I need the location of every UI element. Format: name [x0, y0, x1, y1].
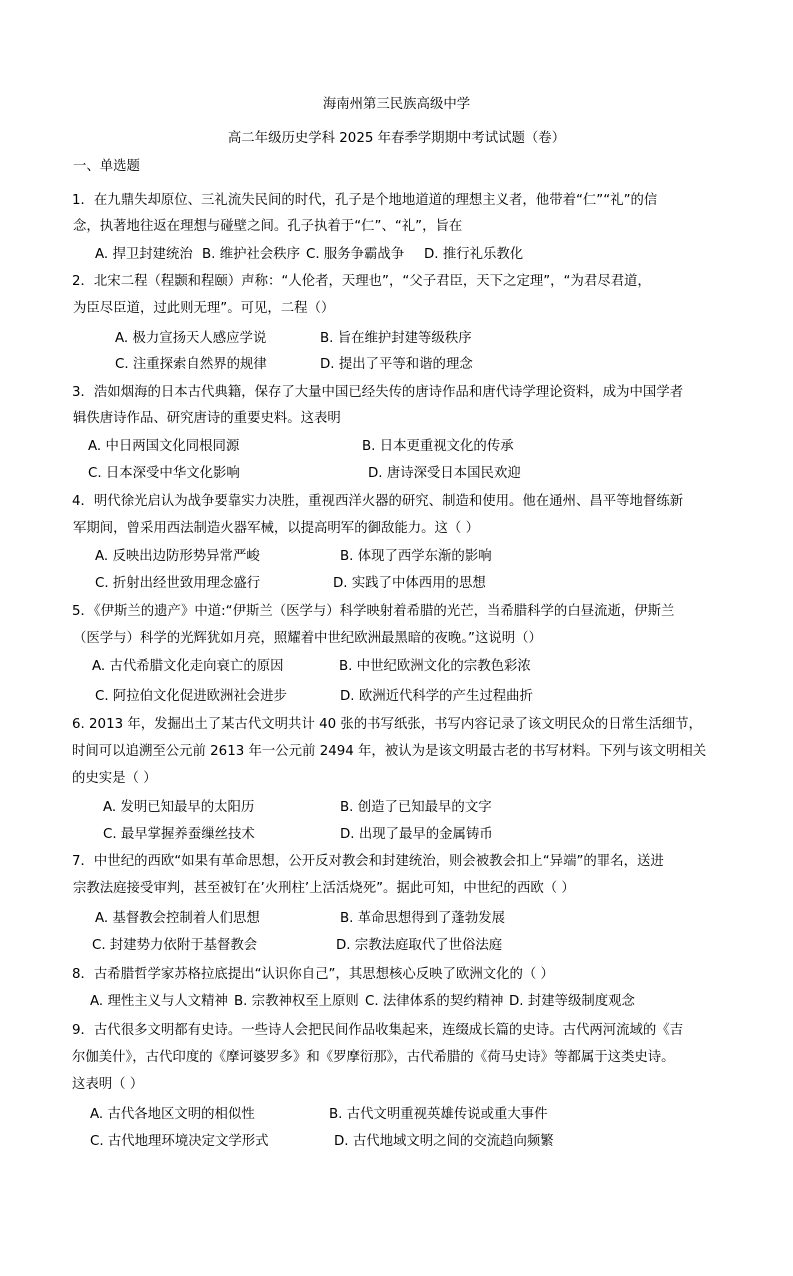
section-heading: 一、单选题 [73, 159, 140, 174]
option-b: B. 中世纪欧洲文化的宗教色彩浓 [339, 659, 531, 674]
question-text-line: 尔伽美什》，古代印度的《摩诃婆罗多》和《罗摩衍那》，古代希腊的《荷马史诗》等都属于这类史诗。 [72, 1050, 675, 1065]
option-b: B. 宗教神权至上原则 [234, 994, 359, 1009]
option-b: B. 体现了西学东渐的影响 [340, 549, 492, 564]
question-text-line: 辑佚唐诗作品、研究唐诗的重要史料。这表明 [73, 411, 341, 426]
question-text-line: 4．明代徐光启认为战争要靠实力决胜，重视西洋火器的研究、制造和使用。他在通州、昌平等地督练新 [72, 494, 684, 509]
option-d: D. 古代地域文明之间的交流趋向频繁 [334, 1134, 554, 1149]
question-text-line: 时间可以追溯至公元前 2613 年一公元前 2494 年，被认为是该文明最古老的书写材料。下列与该文明相关 [72, 744, 707, 759]
question-text-line: 5．《伊斯兰的遗产》中道:“伊斯兰（医学与）科学映射着希腊的光芒，当希腊科学的白昼流逝，伊斯兰 [72, 604, 675, 619]
question-text-line: 8．古希腊哲学家苏格拉底提出“认识你自己”，其思想核心反映了欧洲文化的（ ） [72, 967, 554, 982]
option-c: C. 古代地理环境决定文学形式 [90, 1134, 269, 1149]
question-text-line: 6. 2013 年，发掘出土了某古代文明共计 40 张的书写纸张，书写内容记录了该文明民众的日常生活细节， [72, 717, 702, 732]
option-a: A. 发明已知最早的太阳历 [103, 800, 255, 815]
question-text-line: （医学与）科学的光辉犹如月亮，照耀着中世纪欧洲最黑暗的夜晚。”这说明（） [73, 631, 542, 646]
option-d: D. 出现了最早的金属铸币 [340, 827, 493, 842]
option-c: C. 法律体系的契约精神 [365, 994, 504, 1009]
school-name: 海南州第三民族高级中学 [322, 97, 471, 112]
option-d: D. 推行礼乐教化 [424, 247, 524, 262]
question-text-line: 的史实是（ ） [72, 771, 157, 786]
option-a: A. 极力宣扬天人感应学说 [115, 331, 267, 346]
exam-title: 高二年级历史学科 2025 年春季学期期中考试试题（卷） [227, 131, 566, 146]
option-d: D. 宗教法庭取代了世俗法庭 [336, 938, 503, 953]
option-c: C. 注重探索自然界的规律 [115, 357, 267, 372]
question-text-line: 2．北宋二程（程颢和程颐）声称：“人伦者，天理也”，“父子君臣，天下之定理”，“为君尽君道， [72, 274, 651, 289]
option-c: C. 最早掌握养蚕缫丝技术 [103, 827, 255, 842]
option-b: B. 旨在维护封建等级秩序 [320, 331, 472, 346]
option-b: B. 日本更重视文化的传承 [362, 439, 514, 454]
option-d: D. 实践了中体西用的思想 [333, 576, 486, 591]
option-a: A. 古代各地区文明的相似性 [90, 1107, 255, 1122]
option-d: D. 欧洲近代科学的产生过程曲折 [340, 689, 533, 704]
option-c: C. 日本深受中华文化影响 [88, 466, 240, 481]
option-a: A. 捍卫封建统治 [95, 247, 193, 262]
option-c: C. 阿拉伯文化促进欧洲社会进步 [95, 689, 287, 704]
option-a: A. 理性主义与人文精神 [90, 994, 228, 1009]
question-text-line: 9．古代很多文明都有史诗。一些诗人会把民间作品收集起来，连缀成长篇的史诗。古代两河流域的《吉 [72, 1023, 684, 1038]
option-a: A. 反映出边防形势异常严峻 [95, 549, 260, 564]
question-text-line: 7．中世纪的西欧“如果有革命思想，公开反对教会和封建统治，则会被教会扣上“异端”的罪名，送进 [72, 854, 664, 869]
option-b: B. 古代文明重视英雄传说或重大事件 [329, 1107, 548, 1122]
question-text-line: 为臣尽臣道，过此则无理”。可见，二程（） [73, 301, 335, 316]
question-text-line: 3．浩如烟海的日本古代典籍，保存了大量中国已经失传的唐诗作品和唐代诗学理论资料，成为中国学者 [72, 385, 684, 400]
option-c: C. 服务争霸战争 [306, 247, 405, 262]
option-c: C. 折射出经世致用理念盛行 [95, 576, 261, 591]
option-c: C. 封建势力依附于基督教会 [92, 938, 258, 953]
option-b: B. 革命思想得到了蓬勃发展 [340, 911, 505, 926]
option-b: B. 创造了已知最早的文字 [340, 800, 492, 815]
option-a: A. 基督教会控制着人们思想 [95, 911, 260, 926]
question-text-line: 宗教法庭接受审判，甚至被钉在’火刑柱’上活活烧死”。据此可知，中世纪的西欧（ ） [73, 881, 575, 896]
option-d: D. 提出了平等和谐的理念 [320, 357, 473, 372]
question-text-line: 念，执著地往返在理想与碰壁之间。孔子执着于“仁”、“礼”，旨在 [73, 219, 463, 234]
option-d: D. 唐诗深受日本国民欢迎 [368, 466, 521, 481]
question-text-line: 这表明（ ） [72, 1077, 144, 1092]
option-b: B. 维护社会秩序 [202, 247, 301, 262]
option-a: A. 中日两国文化同根同源 [88, 439, 240, 454]
option-a: A. 古代希腊文化走向衰亡的原因 [92, 659, 284, 674]
question-text-line: 1．在九鼎失却原位、三礼流失民间的时代，孔子是个地地道道的理想主义者，他带着“仁”“礼”的信 [72, 193, 658, 208]
question-text-line: 军期间，曾采用西法制造火器军械，以提高明军的御敌能力。这（ ） [73, 521, 479, 536]
option-d: D. 封建等级制度观念 [509, 994, 635, 1009]
